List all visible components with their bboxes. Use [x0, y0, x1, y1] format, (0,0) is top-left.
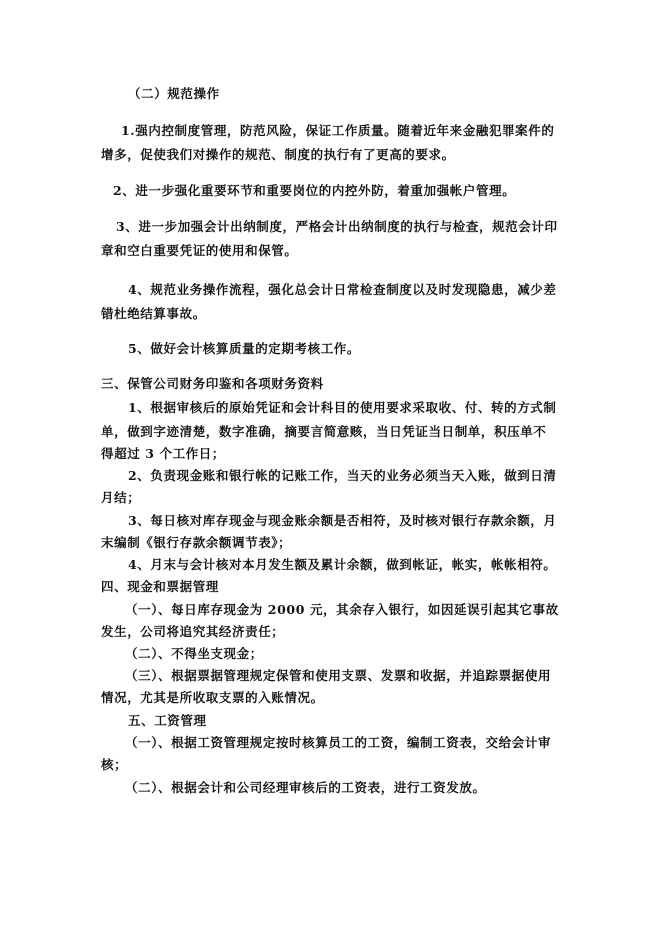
section-3-heading: 三、保管公司财务印鉴和各项财务资料: [101, 376, 324, 391]
section-2-item-4-line-1: 4、规范业务操作流程，强化总会计日常检查制度以及时发现隐患，减少差: [128, 282, 557, 297]
section-3-item-4: 4、月末与会计核对本月发生额及累计余额，做到帐证，帐实，帐帐相符。: [128, 557, 557, 572]
section-2-item-1-line-1: 1.强内控制度管理，防范风险，保证工作质量。随着近年来金融犯罪案件的: [121, 123, 555, 138]
section-4-item-1-line-2: 发生，公司将追究其经济责任；: [101, 624, 285, 639]
section-4-item-3-line-2: 情况，尤其是所收取支票的入账情况。: [101, 690, 324, 705]
section-5-item-2: （二）、根据会计和公司经理审核后的工资表，进行工资发放。: [125, 780, 486, 795]
section-3-item-3-line-2: 末编制《银行存款余额调节表》；: [101, 535, 292, 550]
section-5-heading: 五、工资管理: [128, 713, 207, 728]
section-4-item-2: （二）、不得坐支现金；: [125, 646, 263, 661]
section-4-item-1-line-1: （一）、每日库存现金为 2000 元，其余存入银行，如因延误引起其它事故: [125, 602, 559, 617]
section-2-item-4-line-2: 错杜绝结算事故。: [101, 306, 206, 321]
section-3-item-3-line-1: 3、每日核对库存现金与现金账余额是否相符，及时核对银行存款余额，月: [128, 513, 557, 528]
section-2-item-1-line-2: 增多，促使我们对操作的规范、制度的执行有了更高的要求。: [101, 147, 455, 162]
section-5-item-1-line-1: （一）、根据工资管理规定按时核算员工的工资，编制工资表，交给会计审: [125, 735, 552, 750]
section-2-item-2: 2、进一步强化重要环节和重要岗位的内控外防，着重加强帐户管理。: [113, 183, 516, 198]
section-3-item-2-line-2: 月结；: [101, 490, 141, 505]
section-3-item-1-line-1: 1、根据审核后的原始凭证和会计科目的使用要求采取收、付、转的方式制: [128, 400, 557, 415]
section-3-item-2-line-1: 2、负责现金账和银行帐的记账工作，当天的业务必须当天入账，做到日清: [128, 468, 557, 483]
section-2-item-3-line-1: 3、进一步加强会计出纳制度，严格会计出纳制度的执行与检查，规范会计印: [116, 219, 558, 234]
section-2-item-3-line-2: 章和空白重要凭证的使用和保管。: [101, 243, 298, 258]
section-3-item-1-line-2: 单，做到字迹清楚，数字准确，摘要言简意赅，当日凭证当日制单，积压单不: [101, 424, 547, 439]
section-5-item-1-line-2: 核；: [101, 757, 128, 772]
section-2-item-5: 5、做好会计核算质量的定期考核工作。: [128, 341, 360, 356]
section-4-item-3-line-1: （三）、根据票据管理规定保管和使用支票、发票和收据，并追踪票据使用: [125, 668, 552, 683]
section-3-item-1-line-3: 得超过 3 个工作日；: [101, 446, 226, 461]
section-4-heading: 四、现金和票据管理: [101, 579, 219, 594]
section-2-heading: （二）规范操作: [128, 86, 220, 101]
